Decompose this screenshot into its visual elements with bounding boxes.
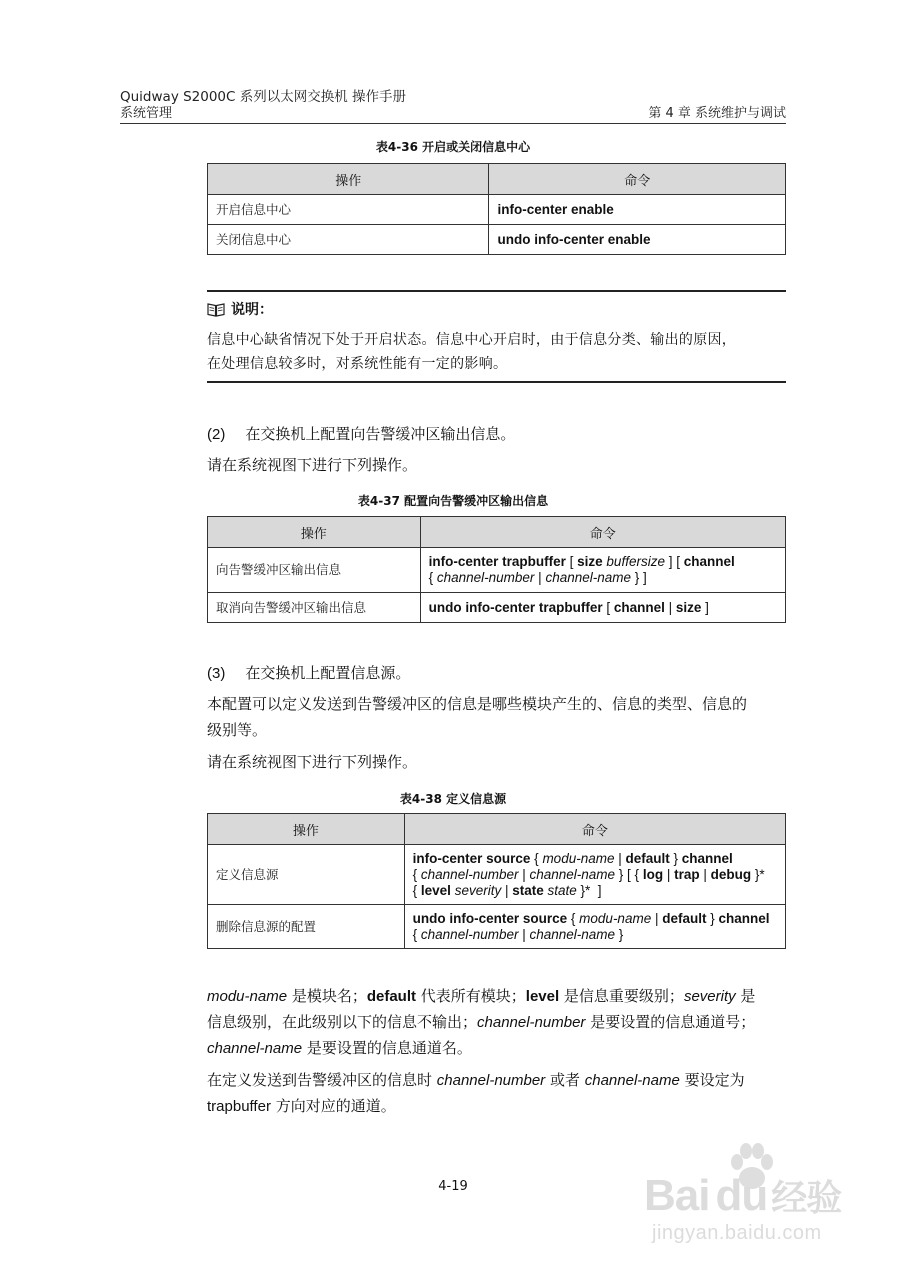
command-cell: info-center enable	[489, 195, 786, 225]
step-3-heading: (3) 在交换机上配置信息源。	[207, 664, 411, 682]
command-cell: undo info-center trapbuffer [ channel | size ]	[420, 593, 785, 623]
manual-title: Quidway S2000C 系列以太网交换机 操作手册	[120, 89, 407, 105]
parameter-explanation-cont: 信息级别，在此级别以下的信息不输出；channel-number 是要设置的信息通道号；	[207, 1013, 756, 1031]
step-3-instruction: 请在系统视图下进行下列操作。	[207, 753, 418, 771]
channel-note: 在定义发送到告警缓冲区的信息时 channel-number 或者 channel-name 要设定为	[207, 1071, 745, 1089]
note-heading: 说明：	[207, 300, 273, 323]
table-row	[208, 905, 786, 949]
step-2-instruction: 请在系统视图下进行下列操作。	[207, 456, 418, 474]
column-header-operation: 操作	[208, 517, 421, 548]
operation-cell: 定义信息源	[208, 845, 405, 905]
table-caption: 表4-38 定义信息源	[399, 792, 507, 806]
operation-cell: 开启信息中心	[208, 195, 489, 225]
header-rule	[120, 123, 786, 124]
step-3-description: 本配置可以定义发送到告警缓冲区的信息是哪些模块产生的、信息的类型、信息的	[207, 695, 748, 713]
chapter-name: 第 4 章 系统维护与调试	[648, 106, 786, 121]
note-bottom-rule	[207, 381, 786, 383]
section-name: 系统管理	[120, 106, 173, 121]
table-row	[208, 845, 786, 905]
note-line-1: 信息中心缺省情况下处于开启状态。信息中心开启时，由于信息分类、输出的原因，	[207, 332, 737, 348]
operation-cell: 关闭信息中心	[208, 225, 489, 255]
operation-cell: 取消向告警缓冲区输出信息	[208, 593, 421, 623]
table-4-36	[207, 163, 786, 255]
table-row	[208, 195, 786, 225]
note-line-2: 在处理信息较多时，对系统性能有一定的影响。	[207, 356, 508, 372]
command-cell: info-center trapbuffer [ size buffersize ] [ channel { channel-number | channel-name } ]	[420, 548, 785, 593]
table-row	[208, 548, 786, 593]
column-header-operation: 操作	[208, 164, 489, 195]
column-header-command: 命令	[489, 164, 786, 195]
table-caption: 表4-36 开启或关闭信息中心	[375, 140, 531, 154]
parameter-explanation-end: channel-name 是要设置的信息通道名。	[207, 1039, 472, 1057]
column-header-operation: 操作	[208, 814, 405, 845]
table-caption: 表4-37 配置向告警缓冲区输出信息	[357, 494, 549, 508]
command-cell: undo info-center source { modu-name | default } channel { channel-number | channel-name }	[404, 905, 785, 949]
book-icon	[207, 302, 225, 323]
operation-cell: 删除信息源的配置	[208, 905, 405, 949]
step-2-heading: (2) 在交换机上配置向告警缓冲区输出信息。	[207, 425, 516, 443]
column-header-command: 命令	[420, 517, 785, 548]
table-row	[208, 593, 786, 623]
channel-note-cont: trapbuffer 方向对应的通道。	[207, 1097, 396, 1115]
command-cell: info-center source { modu-name | default } channel { channel-number | channel-name } [ { log | trap | debug }* { level severity | state state }* ]	[404, 845, 785, 905]
step-3-description-cont: 级别等。	[207, 721, 268, 739]
note-top-rule	[207, 290, 786, 292]
table-4-37	[207, 516, 786, 623]
operation-cell: 向告警缓冲区输出信息	[208, 548, 421, 593]
table-row	[208, 225, 786, 255]
baidu-watermark: Bai du 经验 jingyan.baidu.com	[640, 1150, 890, 1250]
table-4-38	[207, 813, 786, 949]
column-header-command: 命令	[404, 814, 785, 845]
page-number: 4-19	[438, 1179, 468, 1194]
command-cell: undo info-center enable	[489, 225, 786, 255]
parameter-explanation: modu-name 是模块名；default 代表所有模块；level 是信息重要级别；severity 是	[207, 987, 756, 1005]
